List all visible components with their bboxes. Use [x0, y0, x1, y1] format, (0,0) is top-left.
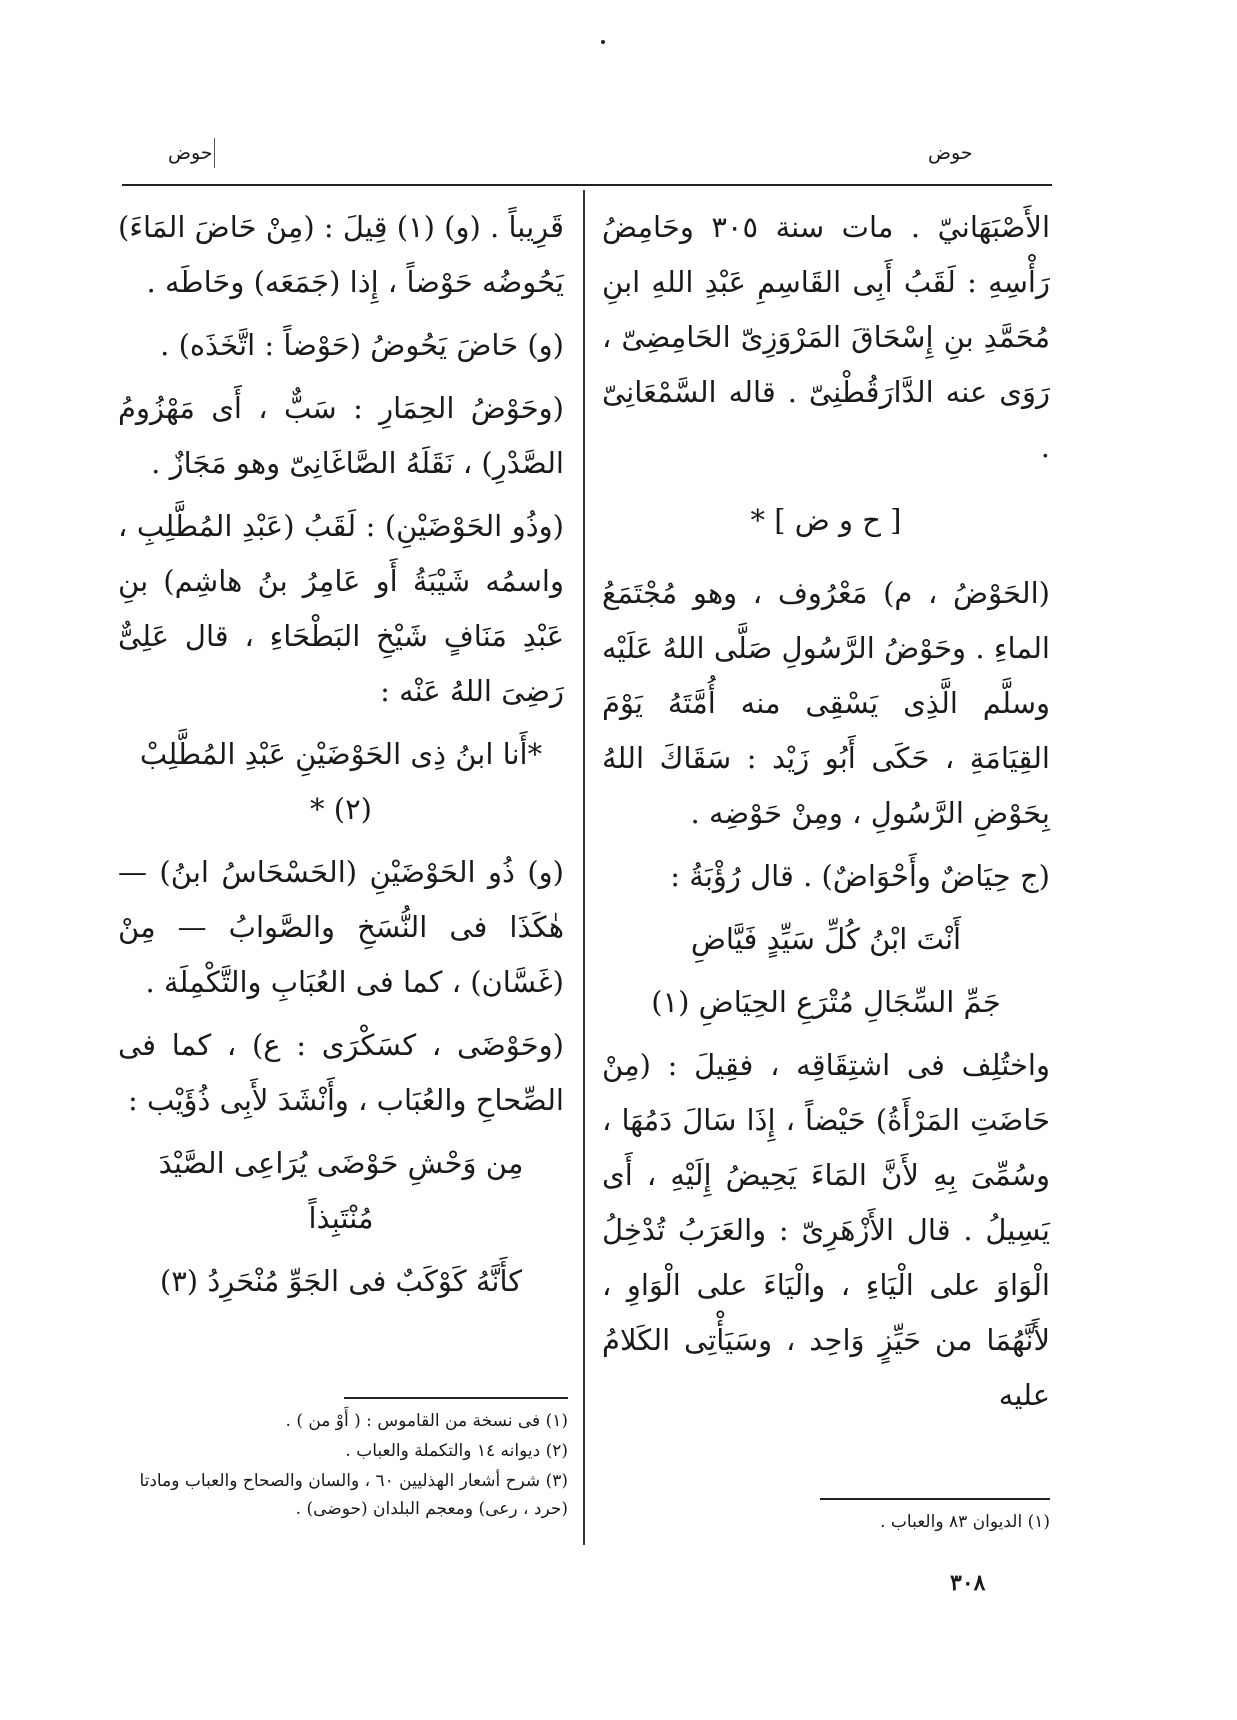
verse-line: مِن وَحْشِ حَوْضَى يُرَاعِى الصَّيْدَ مُنْتَبِذاً	[158, 1146, 524, 1235]
verse-line: *أَنا ابنُ ذِى الحَوْضَيْنِ عَبْدِ المُطَّلِبْ (٢) *	[139, 737, 543, 826]
left-column	[118, 200, 564, 1317]
footnote: (٢) ديوانه ١٤ والتكملة والعباب .	[345, 1441, 568, 1461]
running-head-tick	[214, 138, 215, 168]
footnotes-right	[780, 1508, 1050, 1538]
paragraph: (الحَوْضُ ، م) مَعْرُوف ، وهو مُجْتَمَعُ الماءِ . وحَوْضُ الرَّسُولِ صَلَّى اللهُ عَلَيْه وسلَّم الَّذِى يَسْقِى منه أُمَّتَهُ يَوْمَ القِيَامَةِ ، حَكَى أَبُو زَيْد : سَقَاكَ اللهُ بِحَوْضِ الرَّسُولِ ، ومِنْ حَوْضِه .	[602, 576, 1050, 830]
paragraph: الأَصْبَهَانيّ . مات سنة ٣٠٥ وحَامِضُ رَأْسِهِ : لَقَبُ أَبِى القَاسِمِ عَبْدِ اللهِ ابنِ مُحَمَّدِ بنِ إِسْحَاقَ المَرْوَزِىّ الحَامِضِىّ ، رَوَى عنه الدَّارَقُطْنِىّ . قاله السَّمْعَانِىّ .	[602, 210, 1051, 464]
paragraph: (ج حِيَاضٌ وأَحْوَاضٌ) . قال رُؤْبَةُ :	[670, 859, 1050, 893]
column-divider	[583, 190, 585, 1545]
paragraph: (وحَوْضَى ، كسَكْرَى : ع) ، كما فى الصِّحاحِ والعُبَاب ، وأَنْشَدَ لأَبِى ذُؤَيْب :	[118, 1028, 564, 1117]
right-column	[602, 200, 1050, 1431]
footnote-rule-right	[820, 1498, 1050, 1500]
verse-line: كأَنَّهُ كَوْكَبٌ فى الجَوِّ مُنْحَرِدُ (٣)	[159, 1264, 523, 1298]
paragraph: (و) حَاضَ يَحُوضُ (حَوْضاً : اتَّخَذَه) .	[160, 328, 564, 362]
paragraph: (وذُو الحَوْضَيْنِ) : لَقَبُ (عَبْدِ المُطَّلِبِ ، واسمُه شَيْبَةُ أَو عَامِرُ بنُ هاشِم) بنِ عَبْدِ مَنَافٍ شَيْخِ البَطْحَاءِ ، قال عَلِىٌّ رَضِىَ اللهُ عَنْه :	[118, 509, 564, 708]
header-rule	[122, 184, 1052, 186]
paragraph: (وحَوْضُ الحِمَارِ : سَبٌّ ، أَى مَهْزُومُ الصَّدْرِ) ، نَقَلَهُ الصَّاغَانِىّ وهو مَجَازٌ .	[118, 391, 564, 480]
footnote-rule-left	[344, 1397, 568, 1399]
paragraph: قَرِيباً . (و) (١) قِيلَ : (مِنْ حَاضَ المَاءَ) يَحُوضُه حَوْضاً ، إِذا (جَمَعَه) وحَاطَه .	[118, 210, 564, 299]
footnote: (١) فى نسخة من القاموس : ( أَوْ من ) .	[285, 1411, 568, 1431]
footnote: (١) الديوان ٨٣ والعباب .	[880, 1512, 1050, 1532]
footnote: (٣) شرح أشعار الهذليين ٦٠ ، والسان والصحاح والعباب ومادتا (حرد ، رعى) ومعجم البلدان (حوضى) .	[139, 1471, 568, 1519]
verse-line: جَمِّ السِّجَالِ مُتْرَعِ الحِيَاضِ (١)	[651, 985, 1001, 1019]
paragraph: واختُلِف فى اشتِقَاقِه ، فقِيلَ : (مِنْ حَاضَتِ المَرْأَةُ) حَيْضاً ، إِذَا سَالَ دَمُهَا ، وسُمِّىَ بِهِ لأَنَّ المَاءَ يَحِيضُ إِلَيْهِ ، أَى يَسِيلُ . قال الأَزْهَرِىّ : والعَرَبُ تُدْخِلُ الْوَاوَ على الْيَاءِ ، والْيَاءَ على الْوَاوِ ، لأَنَّهُمَا من حَيِّزٍ وَاحِد ، وسَيَأْتِى الكَلامُ عليه	[602, 1048, 1050, 1412]
paragraph: (و) ذُو الحَوْضَيْنِ (الحَسْحَاسُ ابنُ) — هٰكَذَا فى النُّسَخِ والصَّوابُ — مِنْ (غَسَّان) ، كما فى العُبَابِ والتَّكْمِلَة .	[118, 855, 564, 999]
section-heading: [ ح و ض ] *	[750, 503, 902, 537]
footnotes-left	[118, 1407, 568, 1525]
verse-line: أَنْتَ ابْنُ كُلِّ سَيِّدٍ فَيَّاضِ	[690, 922, 962, 956]
ink-dot	[601, 40, 605, 44]
running-head-left: حوض	[168, 142, 213, 164]
running-head-right: حوض	[928, 142, 973, 164]
page-number: ٣٠٨	[950, 1570, 986, 1596]
